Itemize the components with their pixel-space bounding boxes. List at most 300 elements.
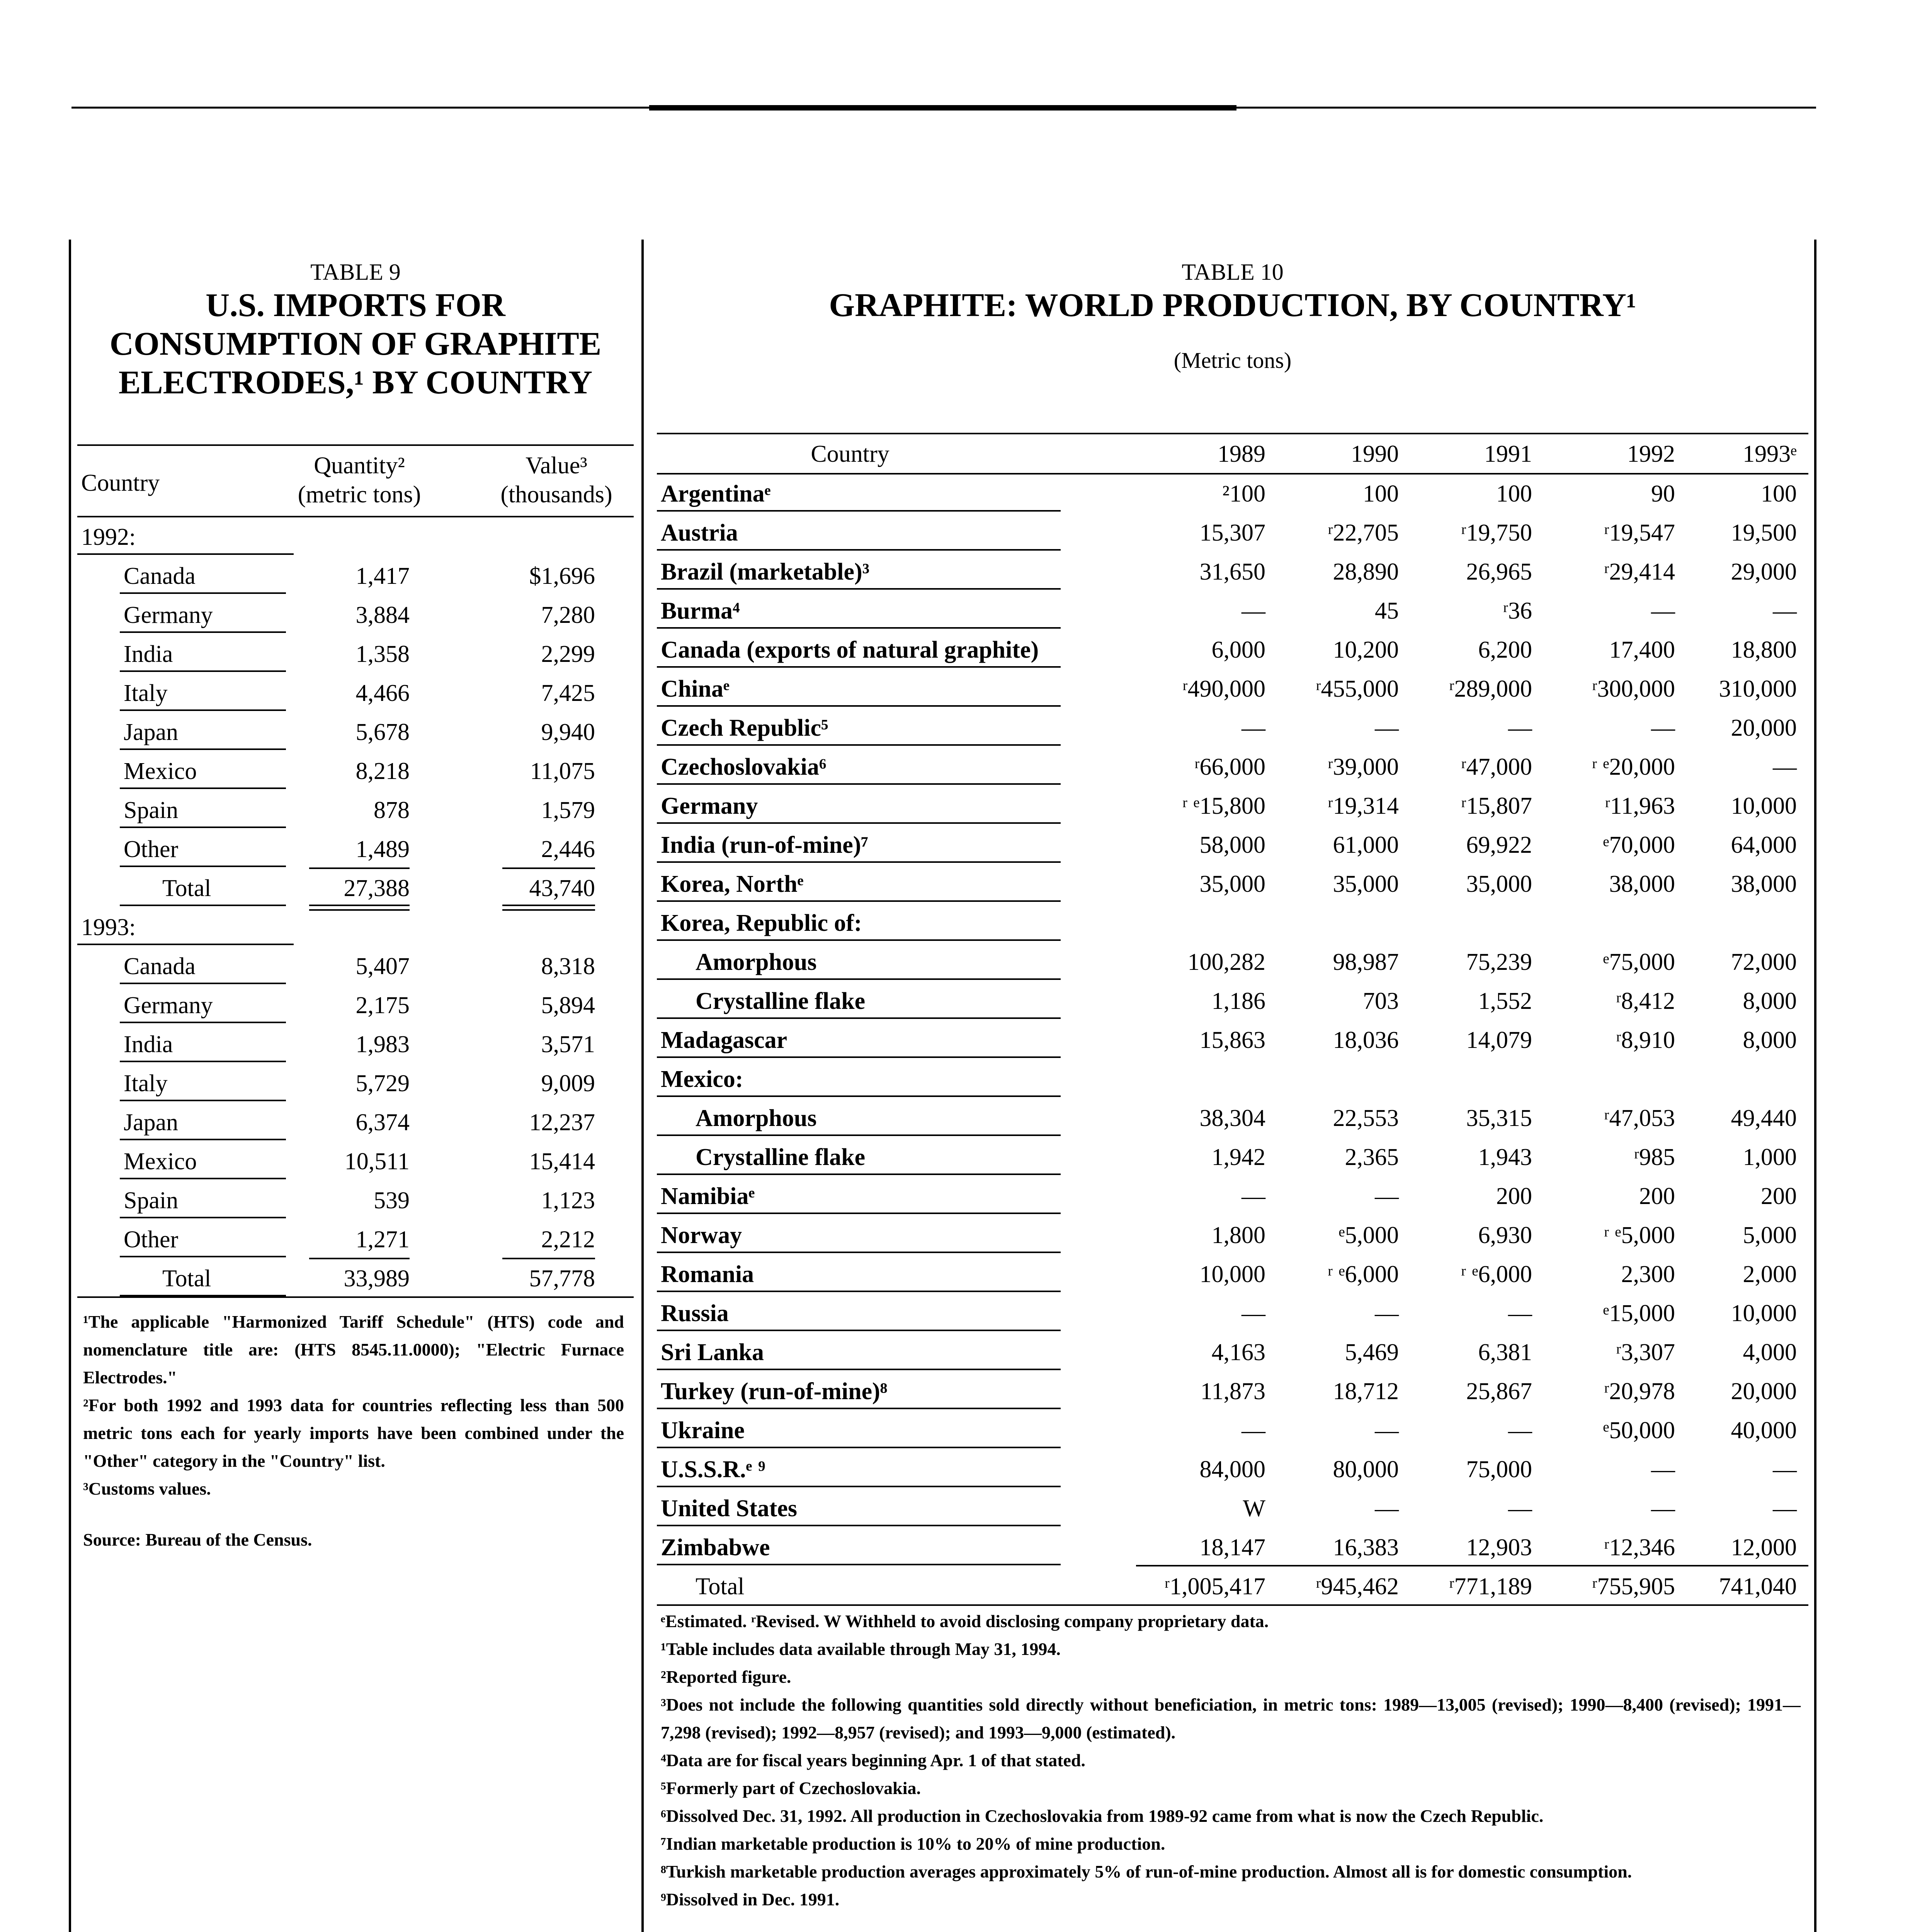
table10-value-cell: 98,987 bbox=[1333, 949, 1399, 975]
table9-double-rule bbox=[502, 909, 595, 911]
table9-country-cell: Spain bbox=[124, 1187, 179, 1214]
table10-row-rule bbox=[657, 1447, 1061, 1448]
table9-quantity-cell: 5,678 bbox=[355, 719, 410, 745]
table10-value-cell: ᵉ70,000 bbox=[1603, 832, 1675, 858]
table10-country-cell: Korea, Republic of: bbox=[661, 910, 862, 936]
table10-header-country: Country bbox=[811, 441, 889, 467]
table9-source: Source: Bureau of the Census. bbox=[83, 1530, 312, 1549]
table9-header-country: Country bbox=[81, 470, 160, 496]
table9-quantity-cell: 1,983 bbox=[355, 1031, 410, 1058]
table10-value-cell: ᵉ50,000 bbox=[1603, 1417, 1675, 1444]
table10-value-cell: ᵉ75,000 bbox=[1603, 949, 1675, 975]
table9-quantity-cell: 539 bbox=[374, 1187, 410, 1214]
table10-value-cell: 28,890 bbox=[1333, 559, 1399, 585]
table10-value-cell: ²100 bbox=[1222, 481, 1265, 507]
table9-row-rule bbox=[120, 748, 286, 750]
table10-value-cell: 100 bbox=[1496, 481, 1532, 507]
table10-value-cell: ᵉ5,000 bbox=[1338, 1222, 1399, 1248]
table10-row-rule bbox=[657, 1095, 1061, 1097]
table10-value-cell: 1,000 bbox=[1743, 1144, 1797, 1170]
top-rule-accent bbox=[649, 105, 1236, 111]
table9-row-rule bbox=[120, 1061, 286, 1062]
table10-value-cell: 10,000 bbox=[1731, 793, 1797, 819]
table10-row-rule bbox=[657, 1564, 1061, 1565]
table9-row-rule bbox=[120, 866, 286, 867]
table10-value-cell: 16,383 bbox=[1333, 1534, 1399, 1561]
table10-value-cell: ʳ289,000 bbox=[1449, 676, 1532, 702]
table10-country-cell: Crystalline flake bbox=[696, 988, 866, 1014]
table9-row-rule bbox=[120, 827, 286, 828]
table10-value-cell: — bbox=[1773, 1456, 1797, 1483]
table10-value-cell: 45 bbox=[1375, 598, 1399, 624]
table10-value-cell: 22,553 bbox=[1333, 1105, 1399, 1131]
table9-value-cell: 12,237 bbox=[529, 1109, 595, 1136]
table10-value-cell: ʳ985 bbox=[1634, 1144, 1675, 1170]
table10-country-cell: Korea, Northᵉ bbox=[661, 871, 804, 897]
table10-value-cell: 100,282 bbox=[1187, 949, 1265, 975]
table10-value-cell: ʳ47,053 bbox=[1604, 1105, 1675, 1131]
table10-value-cell: ʳ11,963 bbox=[1605, 793, 1675, 819]
table9-quantity-cell: 6,374 bbox=[355, 1109, 410, 1136]
table10-value-cell: — bbox=[1375, 1417, 1399, 1444]
table9-quantity-cell: 1,271 bbox=[355, 1226, 410, 1253]
table9-country-cell: Japan bbox=[124, 719, 179, 745]
table9-quantity-cell: 1,417 bbox=[355, 563, 410, 589]
table9-country-cell: Italy bbox=[124, 1070, 168, 1097]
table10-value-cell: ʳ15,807 bbox=[1461, 793, 1532, 819]
table10-row-rule bbox=[657, 1017, 1061, 1019]
table9-row-rule bbox=[120, 670, 286, 672]
table10-value-cell: ᵉ15,000 bbox=[1603, 1300, 1675, 1327]
table10-value-cell: W bbox=[1243, 1495, 1265, 1522]
table9-title-line-2: CONSUMPTION OF GRAPHITE bbox=[109, 325, 602, 362]
table10-row-rule bbox=[657, 1369, 1061, 1370]
table9-title-line-1: U.S. IMPORTS FOR bbox=[206, 286, 505, 323]
table10-value-cell: 5,469 bbox=[1345, 1339, 1399, 1366]
table9-total-quantity: 27,388 bbox=[344, 875, 410, 901]
table10-footnote: ³Does not include the following quantities sold directly without beneficiation, in metric tons: 1989—13,005 (revised); 1990—8,400 (revised); 1991—7,298 (revised); 1992—8,957 (revised); and 1993—9,000 (estimated). bbox=[661, 1695, 1801, 1742]
table10-value-cell: 31,650 bbox=[1199, 559, 1265, 585]
table10-value-cell: — bbox=[1242, 1300, 1265, 1327]
table9-header-quantity: Quantity² bbox=[314, 452, 405, 479]
left-column-rule bbox=[69, 240, 71, 1932]
table10-value-cell: 10,200 bbox=[1333, 637, 1399, 663]
table9-value-cell: 7,280 bbox=[541, 602, 595, 628]
table10-value-cell: — bbox=[1773, 598, 1797, 624]
table10-country-cell: Burma⁴ bbox=[661, 598, 740, 624]
table9-footnote: ¹The applicable "Harmonized Tariff Schedule" (HTS) code and nomenclature title are: (HTS 8545.11.0000); "Electric Furnace Electrodes." bbox=[83, 1312, 624, 1387]
table10-value-cell: ʳ66,000 bbox=[1194, 754, 1265, 780]
table10-footnote: ¹Table includes data available through May 31, 1994. bbox=[661, 1639, 1061, 1659]
table10-value-cell: 100 bbox=[1761, 481, 1797, 507]
table10-value-cell: 12,903 bbox=[1466, 1534, 1532, 1561]
table10-value-cell: — bbox=[1773, 1495, 1797, 1522]
table10-row-rule bbox=[657, 1330, 1061, 1331]
table10-country-cell: Turkey (run-of-mine)⁸ bbox=[661, 1378, 888, 1405]
table10-total-rule bbox=[1136, 1565, 1808, 1566]
table9-bottom-rule bbox=[77, 1296, 634, 1298]
table10-footnote: ⁵Formerly part of Czechoslovakia. bbox=[661, 1778, 921, 1798]
table10-value-cell: ʳ47,000 bbox=[1461, 754, 1532, 780]
table9-country-cell: Canada bbox=[124, 953, 196, 980]
table10-value-cell: — bbox=[1651, 1456, 1675, 1483]
table10-value-cell: ʳ8,910 bbox=[1616, 1027, 1675, 1053]
table9-row-rule bbox=[120, 787, 286, 789]
table10-value-cell: 75,000 bbox=[1466, 1456, 1532, 1483]
table10-country-cell: Madagascar bbox=[661, 1027, 787, 1053]
table10-value-cell: 49,440 bbox=[1731, 1105, 1797, 1131]
table10-value-cell: 11,873 bbox=[1200, 1378, 1265, 1405]
table10-total-value: ʳ755,905 bbox=[1592, 1573, 1675, 1600]
table9-value-cell: 3,571 bbox=[541, 1031, 595, 1058]
table10-value-cell: — bbox=[1651, 715, 1675, 741]
table10-value-cell: 14,079 bbox=[1466, 1027, 1532, 1053]
table10-row-rule bbox=[657, 588, 1061, 590]
table10-value-cell: 38,000 bbox=[1609, 871, 1675, 897]
center-column-rule bbox=[641, 240, 644, 1932]
table10-row-rule bbox=[657, 705, 1061, 707]
table10-value-cell: 58,000 bbox=[1199, 832, 1265, 858]
table10-value-cell: ʳ ᵉ6,000 bbox=[1461, 1261, 1532, 1287]
table10-value-cell: ʳ19,547 bbox=[1604, 520, 1675, 546]
table10-value-cell: 2,000 bbox=[1743, 1261, 1797, 1287]
table9 bbox=[77, 444, 634, 1333]
table10-value-cell: 26,965 bbox=[1466, 559, 1532, 585]
table10-value-cell: 8,000 bbox=[1743, 1027, 1797, 1053]
table10-header-year: 1989 bbox=[1218, 441, 1265, 467]
table10-value-cell: 40,000 bbox=[1731, 1417, 1797, 1444]
table10-value-cell: 38,304 bbox=[1199, 1105, 1265, 1131]
table9-value-cell: 1,579 bbox=[541, 797, 595, 823]
table10-header-year: 1991 bbox=[1484, 441, 1532, 467]
table10-row-rule bbox=[657, 1056, 1061, 1058]
table10-value-cell: — bbox=[1375, 1183, 1399, 1209]
table10-row-rule bbox=[657, 1486, 1061, 1487]
table10-value-cell: 20,000 bbox=[1731, 1378, 1797, 1405]
table10-row-rule bbox=[657, 1252, 1061, 1253]
table10-value-cell: ʳ ᵉ6,000 bbox=[1327, 1261, 1399, 1287]
table9-total-quantity: 33,989 bbox=[344, 1265, 410, 1292]
table9-title-line-3: ELECTRODES,¹ BY COUNTRY bbox=[118, 364, 593, 401]
table10-footnote: ᵉEstimated. ʳRevised. W Withheld to avoid disclosing company proprietary data. bbox=[661, 1611, 1269, 1631]
table10-total-value: ʳ771,189 bbox=[1449, 1573, 1532, 1600]
table9-header-rule bbox=[77, 516, 634, 517]
table10-value-cell: 703 bbox=[1363, 988, 1399, 1014]
table10-value-cell: ʳ ᵉ15,800 bbox=[1182, 793, 1265, 819]
table10-value-cell: — bbox=[1375, 1300, 1399, 1327]
table10-value-cell: ʳ300,000 bbox=[1592, 676, 1675, 702]
table9-double-rule bbox=[309, 905, 410, 906]
table9-value-cell: 2,212 bbox=[541, 1226, 595, 1253]
table10-country-cell: Argentinaᵉ bbox=[661, 481, 771, 507]
table9-country-cell: Canada bbox=[124, 563, 196, 589]
table9-value-cell: 1,123 bbox=[541, 1187, 595, 1214]
table9-row-rule bbox=[120, 631, 286, 633]
table9-country-cell: Mexico bbox=[124, 758, 197, 784]
table9-row-rule bbox=[120, 1100, 286, 1101]
table10-value-cell: 2,300 bbox=[1621, 1261, 1675, 1287]
table9-value-cell: 9,940 bbox=[541, 719, 595, 745]
table10-top-rule bbox=[657, 433, 1808, 434]
table9-year-label: 1992: bbox=[81, 524, 136, 550]
table10-value-cell: 1,942 bbox=[1211, 1144, 1265, 1170]
table9-label: TABLE 9 bbox=[310, 259, 401, 285]
table10-value-cell: ʳ39,000 bbox=[1328, 754, 1399, 780]
table10-value-cell: 29,000 bbox=[1731, 559, 1797, 585]
table9-header-quantity-unit: (metric tons) bbox=[298, 481, 421, 508]
table10-header-year: 1990 bbox=[1351, 441, 1399, 467]
table10-value-cell: 200 bbox=[1496, 1183, 1532, 1209]
table10-footnotes bbox=[661, 1607, 1801, 1913]
table10-country-cell: Brazil (marketable)³ bbox=[661, 559, 870, 585]
table10-value-cell: 5,000 bbox=[1743, 1222, 1797, 1248]
table9-row-rule bbox=[120, 709, 286, 711]
table9-row-rule bbox=[120, 1217, 286, 1218]
table10-country-cell: Sri Lanka bbox=[661, 1339, 764, 1366]
table10-value-cell: ʳ490,000 bbox=[1182, 676, 1265, 702]
table10-country-cell: Russia bbox=[661, 1300, 729, 1327]
table9-quantity-cell: 1,358 bbox=[355, 641, 410, 667]
table10-subtitle: (Metric tons) bbox=[1173, 348, 1292, 373]
table9-row-rule bbox=[120, 1139, 286, 1140]
table10-row-rule bbox=[657, 783, 1061, 785]
table9-row-rule bbox=[77, 944, 294, 945]
table10-value-cell: ʳ22,705 bbox=[1328, 520, 1399, 546]
table9-double-rule bbox=[309, 909, 410, 911]
table10-value-cell: 200 bbox=[1761, 1183, 1797, 1209]
table9-row-rule bbox=[120, 1256, 286, 1257]
table10-value-cell: 20,000 bbox=[1731, 715, 1797, 741]
table10-value-cell: — bbox=[1651, 598, 1675, 624]
table10-value-cell: 18,036 bbox=[1333, 1027, 1399, 1053]
table10-value-cell: — bbox=[1508, 1417, 1532, 1444]
table10-value-cell: 15,307 bbox=[1199, 520, 1265, 546]
table10-label: TABLE 10 bbox=[1182, 259, 1284, 285]
table10-bottom-rule bbox=[657, 1604, 1808, 1606]
table10-country-cell: Crystalline flake bbox=[696, 1144, 866, 1170]
table10-value-cell: 18,800 bbox=[1731, 637, 1797, 663]
table10-country-cell: Romania bbox=[661, 1261, 754, 1287]
table9-country-cell: Mexico bbox=[124, 1148, 197, 1175]
table9-country-cell: Other bbox=[124, 836, 179, 862]
table10-value-cell: 8,000 bbox=[1743, 988, 1797, 1014]
table10-row-rule bbox=[657, 1525, 1061, 1526]
table9-country-cell: Germany bbox=[124, 992, 213, 1019]
table10-value-cell: 15,863 bbox=[1199, 1027, 1265, 1053]
table9-country-cell: Germany bbox=[124, 602, 213, 628]
table10-value-cell: 6,200 bbox=[1478, 637, 1532, 663]
table10-row-rule bbox=[657, 510, 1061, 512]
table10-country-cell: Chinaᵉ bbox=[661, 676, 730, 702]
table9-total-value: 57,778 bbox=[529, 1265, 595, 1292]
table10-value-cell: 19,500 bbox=[1731, 520, 1797, 546]
table10-value-cell: ʳ36 bbox=[1503, 598, 1532, 624]
table9-value-cell: 2,299 bbox=[541, 641, 595, 667]
table9-total-value: 43,740 bbox=[529, 875, 595, 901]
table10-value-cell: ʳ19,750 bbox=[1461, 520, 1532, 546]
table10-value-cell: 2,365 bbox=[1345, 1144, 1399, 1170]
table10-value-cell: 25,867 bbox=[1466, 1378, 1532, 1405]
table10-value-cell: ʳ3,307 bbox=[1616, 1339, 1675, 1366]
table10-value-cell: 100 bbox=[1363, 481, 1399, 507]
table9-row-rule bbox=[120, 983, 286, 984]
table10-value-cell: 6,930 bbox=[1478, 1222, 1532, 1248]
table10-value-cell: — bbox=[1773, 754, 1797, 780]
table9-row-rule bbox=[120, 1022, 286, 1023]
table9-total-bottom-rule bbox=[120, 905, 286, 906]
table10-country-cell: Amorphous bbox=[696, 1105, 817, 1131]
table10-value-cell: — bbox=[1242, 598, 1265, 624]
table10-header-year: 1992 bbox=[1627, 441, 1675, 467]
right-column-rule bbox=[1814, 240, 1816, 1932]
table10-row-rule bbox=[657, 822, 1061, 824]
table10-row-rule bbox=[657, 627, 1061, 629]
table10-country-cell: United States bbox=[661, 1495, 798, 1522]
table10-country-cell: Austria bbox=[661, 520, 738, 546]
table9-quantity-cell: 3,884 bbox=[355, 602, 410, 628]
table10-value-cell: 90 bbox=[1651, 481, 1675, 507]
table9-quantity-cell: 2,175 bbox=[355, 992, 410, 1019]
table10-value-cell: 10,000 bbox=[1199, 1261, 1265, 1287]
table10-value-cell: — bbox=[1375, 1495, 1399, 1522]
table10-row-rule bbox=[657, 1173, 1061, 1175]
table10-value-cell: 84,000 bbox=[1199, 1456, 1265, 1483]
table9-top-rule bbox=[77, 444, 634, 446]
table9-value-cell: 9,009 bbox=[541, 1070, 595, 1097]
table9-value-cell: 15,414 bbox=[529, 1148, 595, 1175]
table10-value-cell: — bbox=[1242, 715, 1265, 741]
table10-value-cell: 12,000 bbox=[1731, 1534, 1797, 1561]
table10-value-cell: ʳ20,978 bbox=[1604, 1378, 1675, 1405]
table9-row-rule bbox=[120, 1178, 286, 1179]
table10-total-value: ʳ945,462 bbox=[1316, 1573, 1399, 1600]
table10-value-cell: ʳ8,412 bbox=[1616, 988, 1675, 1014]
table9-value-cell: 5,894 bbox=[541, 992, 595, 1019]
table10-country-cell: Zimbabwe bbox=[661, 1534, 770, 1561]
table10 bbox=[657, 433, 1808, 1611]
table10-value-cell: ʳ29,414 bbox=[1604, 559, 1675, 585]
table10-value-cell: 35,315 bbox=[1466, 1105, 1532, 1131]
table9-country-cell: Italy bbox=[124, 680, 168, 706]
table10-value-cell: 18,712 bbox=[1333, 1378, 1399, 1405]
table10-value-cell: ʳ ᵉ5,000 bbox=[1604, 1222, 1675, 1248]
table10-value-cell: 6,381 bbox=[1478, 1339, 1532, 1366]
table9-footnote: ³Customs values. bbox=[83, 1479, 211, 1498]
table10-value-cell: 18,147 bbox=[1199, 1534, 1265, 1561]
table10-value-cell: 6,000 bbox=[1211, 637, 1265, 663]
table10-country-cell: Namibiaᵉ bbox=[661, 1183, 755, 1209]
table9-total-label: Total bbox=[162, 1265, 211, 1292]
table10-footnote: ⁶Dissolved Dec. 31, 1992. All production in Czechoslovakia from 1989-92 came from what is now the Czech Republic. bbox=[661, 1806, 1544, 1826]
table10-row-rule bbox=[657, 1291, 1061, 1292]
table10-value-cell: 4,163 bbox=[1211, 1339, 1265, 1366]
table10-total-label: Total bbox=[696, 1573, 745, 1600]
table10-row-rule bbox=[657, 939, 1061, 941]
table10-row-rule bbox=[657, 1134, 1061, 1136]
table10-country-cell: Czechoslovakia⁶ bbox=[661, 754, 827, 780]
table9-country-cell: Other bbox=[124, 1226, 179, 1253]
table9-quantity-cell: 5,407 bbox=[355, 953, 410, 980]
table10-row-rule bbox=[657, 549, 1061, 551]
table10-country-cell: U.S.S.R.ᵉ ⁹ bbox=[661, 1456, 765, 1483]
table10-footnote: ⁷Indian marketable production is 10% to 20% of mine production. bbox=[661, 1834, 1165, 1854]
table10-row-rule bbox=[657, 744, 1061, 746]
table10-value-cell: 310,000 bbox=[1719, 676, 1797, 702]
table10-value-cell: 35,000 bbox=[1466, 871, 1532, 897]
table10-row-rule bbox=[657, 900, 1061, 902]
table10-footnote: ⁹Dissolved in Dec. 1991. bbox=[661, 1889, 840, 1909]
table10-country-cell: Ukraine bbox=[661, 1417, 745, 1444]
table9-double-rule bbox=[502, 905, 595, 906]
table10-value-cell: 1,186 bbox=[1211, 988, 1265, 1014]
table10-value-cell: 64,000 bbox=[1731, 832, 1797, 858]
table10-value-cell: — bbox=[1508, 1495, 1532, 1522]
table10-country-cell: Czech Republic⁵ bbox=[661, 715, 828, 741]
table9-header-value: Value³ bbox=[526, 452, 587, 479]
table9-value-cell: 7,425 bbox=[541, 680, 595, 706]
table10-value-cell: ʳ19,314 bbox=[1328, 793, 1399, 819]
table10-country-cell: Germany bbox=[661, 793, 758, 819]
table9-total-label: Total bbox=[162, 875, 211, 901]
table10-value-cell: — bbox=[1375, 715, 1399, 741]
table10-value-cell: ʳ ᵉ20,000 bbox=[1592, 754, 1675, 780]
table10-footnote: ⁸Turkish marketable production averages approximately 5% of run-of-mine production. Almost all is for domestic consumption. bbox=[661, 1862, 1632, 1881]
table10-value-cell: — bbox=[1242, 1417, 1265, 1444]
table10-value-cell: 75,239 bbox=[1466, 949, 1532, 975]
table10-row-rule bbox=[657, 1408, 1061, 1409]
table9-heading bbox=[77, 259, 634, 401]
table10-value-cell: — bbox=[1651, 1495, 1675, 1522]
table10-value-cell: 200 bbox=[1639, 1183, 1675, 1209]
table9-footnote: ²For both 1992 and 1993 data for countries reflecting less than 500 metric tons each for yearly imports have been combined under the "Other" category in the "Country" list. bbox=[83, 1395, 624, 1471]
table10-row-rule bbox=[657, 861, 1061, 863]
table10-value-cell: 35,000 bbox=[1333, 871, 1399, 897]
table9-country-cell: India bbox=[124, 641, 173, 667]
table10-value-cell: 80,000 bbox=[1333, 1456, 1399, 1483]
table9-value-cell: 11,075 bbox=[530, 758, 595, 784]
table9-header-value-unit: (thousands) bbox=[500, 481, 612, 508]
table10-value-cell: 1,552 bbox=[1478, 988, 1532, 1014]
table10-value-cell: 72,000 bbox=[1731, 949, 1797, 975]
table9-value-cell: $1,696 bbox=[529, 563, 595, 589]
table9-row-rule bbox=[120, 592, 286, 594]
table9-quantity-cell: 878 bbox=[374, 797, 410, 823]
table10-value-cell: 4,000 bbox=[1743, 1339, 1797, 1366]
table9-row-rule bbox=[77, 553, 294, 555]
table10-row-rule bbox=[657, 1213, 1061, 1214]
table10-value-cell: — bbox=[1508, 1300, 1532, 1327]
table9-country-cell: India bbox=[124, 1031, 173, 1058]
table10-title: GRAPHITE: WORLD PRODUCTION, BY COUNTRY¹ bbox=[829, 286, 1636, 323]
table10-country-cell: Mexico: bbox=[661, 1066, 743, 1092]
table10-country-cell: India (run-of-mine)⁷ bbox=[661, 832, 868, 858]
table10-total-value: ʳ1,005,417 bbox=[1164, 1573, 1265, 1600]
table9-quantity-cell: 8,218 bbox=[355, 758, 410, 784]
table9-footnotes bbox=[83, 1308, 624, 1554]
table9-quantity-cell: 5,729 bbox=[355, 1070, 410, 1097]
table10-value-cell: 1,800 bbox=[1211, 1222, 1265, 1248]
table9-quantity-cell: 4,466 bbox=[355, 680, 410, 706]
table9-value-cell: 2,446 bbox=[541, 836, 595, 862]
table10-total-value: 741,040 bbox=[1719, 1573, 1797, 1600]
table10-value-cell: 38,000 bbox=[1731, 871, 1797, 897]
table10-value-cell: — bbox=[1508, 715, 1532, 741]
table10-country-cell: Norway bbox=[661, 1222, 742, 1248]
table10-value-cell: 17,400 bbox=[1609, 637, 1675, 663]
table10-footnote: ⁴Data are for fiscal years beginning Apr. 1 of that stated. bbox=[661, 1750, 1086, 1770]
table9-quantity-cell: 1,489 bbox=[355, 836, 410, 862]
table10-value-cell: 61,000 bbox=[1333, 832, 1399, 858]
